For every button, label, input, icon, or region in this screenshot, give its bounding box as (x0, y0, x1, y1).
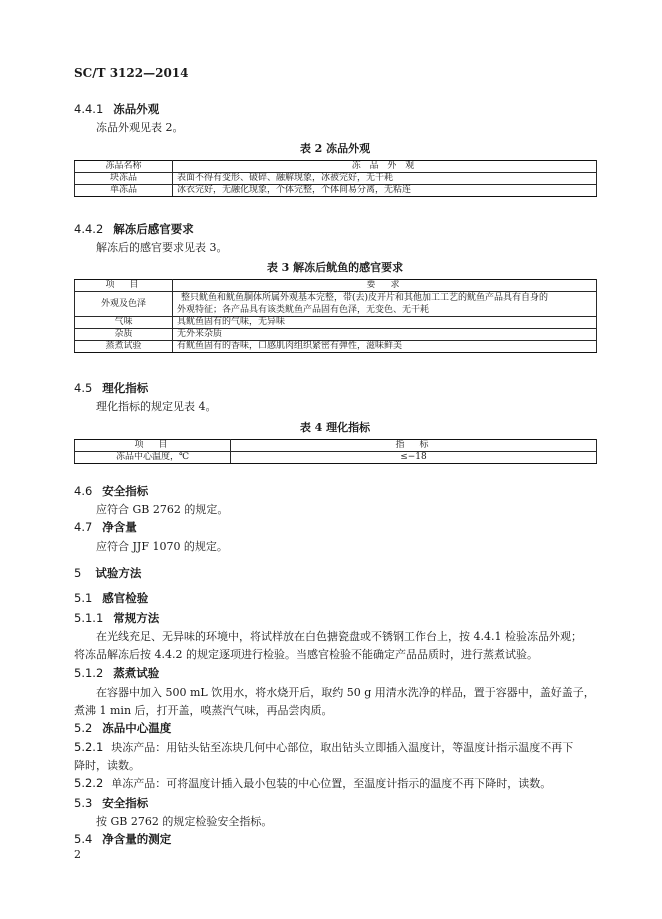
section-text: 块冻产品：用钻头钻至冻块几何中心部位，取出钻头立即插入温度计，等温度计指示温度不再下 (111, 741, 574, 754)
section-title: 蒸煮试验 (113, 666, 160, 680)
table-header-cell: 项 目 (75, 280, 173, 292)
section-4-4-2-heading (74, 221, 194, 237)
section-title: 解冻后感官要求 (113, 222, 194, 236)
section-title: 感官检验 (102, 591, 149, 605)
table-cell: 气味 (75, 317, 173, 329)
table-cell: 表面不得有变形、破碎、融解现象，冰被完好，无干耗 (173, 173, 597, 185)
section-number: 5.1.1 (74, 611, 104, 625)
section-4-4-1-text: 冻品外观见表 2。 (96, 121, 184, 134)
table-row (75, 341, 597, 353)
section-4-5-heading (74, 380, 148, 396)
table-cell: ≤−18 (231, 452, 597, 464)
section-number: 5.3 (74, 796, 93, 810)
table-header-cell: 指 标 (231, 440, 597, 452)
table-cell: 具鱿鱼固有的气味，无异味 (173, 317, 597, 329)
table-row (75, 329, 597, 341)
section-5-heading (74, 565, 141, 581)
section-5-1-1-heading (74, 610, 159, 626)
section-number: 5.1.2 (74, 666, 104, 680)
table-row (75, 185, 597, 197)
section-5-2-1-line (74, 739, 573, 755)
section-4-4-2-text: 解冻后的感官要求见表 3。 (96, 241, 228, 254)
table-cell: 有鱿鱼固有的香味，口感肌肉组织紧密有弹性，滋味鲜美 (173, 341, 597, 353)
table-cell: 杂质 (75, 329, 173, 341)
section-number: 4.5 (74, 381, 93, 395)
table-cell (173, 292, 597, 317)
table-row (75, 452, 597, 464)
section-4-6-text: 应符合 GB 2762 的规定。 (96, 503, 229, 516)
document-header: SC/T 3122—2014 (74, 66, 189, 80)
section-5-1-2-heading (74, 665, 159, 681)
section-title: 冻品中心温度 (102, 721, 172, 735)
table-4-caption: 表 4 理化指标 (299, 421, 371, 434)
section-5-2-heading (74, 720, 171, 736)
section-number: 4.4.2 (74, 222, 104, 236)
section-5-3-text: 按 GB 2762 的规定检验安全指标。 (96, 815, 273, 828)
section-4-7-text: 应符合 JJF 1070 的规定。 (96, 540, 228, 553)
table-cell-line: 整只鱿鱼和鱿鱼胴体所属外观基本完整，带(去)皮开片和其他加工工艺的鱿鱼产品具有自身的 (181, 293, 549, 303)
section-4-7-heading (74, 519, 137, 535)
table-cell: 冰衣完好，无融化现象，个体完整，个体间易分离，无粘连 (173, 185, 597, 197)
section-5-2-2-line (74, 775, 551, 791)
table-row (75, 317, 597, 329)
section-5-4-heading (74, 831, 171, 847)
section-title: 净含量 (102, 520, 137, 534)
table-cell: 蒸煮试验 (75, 341, 173, 353)
section-title: 常规方法 (113, 611, 160, 625)
section-5-2-1-line: 降时，读数。 (74, 759, 140, 772)
section-5-1-1-line: 在光线充足、无异味的环境中，将试样放在白色搪瓷盘或不锈钢工作台上，按 4.4.1 检验冻品外观； (96, 630, 582, 643)
section-number: 5.4 (74, 832, 93, 846)
section-title: 试验方法 (95, 566, 142, 580)
table-row (75, 292, 597, 317)
table-header-cell: 冻 品 外 观 (173, 161, 597, 173)
section-number: 5.2.1 (74, 740, 104, 754)
section-text: 单冻产品：可将温度计插入最小包装的中心位置，至温度计指示的温度不再下降时，读数。 (111, 777, 552, 790)
table-cell: 块冻品 (75, 173, 173, 185)
section-5-1-1-line: 将冻品解冻后按 4.4.2 的规定逐项进行检验。当感官检验不能确定产品品质时，进行蒸煮试验。 (74, 648, 538, 661)
section-title: 理化指标 (102, 381, 149, 395)
section-number: 5 (74, 566, 82, 580)
table-header-cell: 项 目 (75, 440, 231, 452)
section-number: 5.1 (74, 591, 93, 605)
table-cell: 冻品中心温度，℃ (75, 452, 231, 464)
table-header-row (75, 280, 597, 292)
table-cell: 无外来杂质 (173, 329, 597, 341)
page-number: 2 (74, 848, 81, 861)
section-number: 4.7 (74, 520, 93, 534)
table-cell-line: 外观特征；各产品具有该类鱿鱼产品固有色泽，无变色、无干耗 (177, 305, 430, 315)
table-2 (74, 160, 597, 197)
section-5-3-heading (74, 795, 148, 811)
section-4-4-1-heading (74, 101, 159, 117)
section-title: 安全指标 (102, 796, 149, 810)
table-header-row (75, 161, 597, 173)
section-5-1-heading (74, 590, 148, 606)
table-header-cell: 要 求 (173, 280, 597, 292)
section-5-1-2-line: 煮沸 1 min 后，打开盖，嗅蒸汽气味，再品尝肉质。 (74, 704, 333, 717)
table-cell: 外观及色泽 (75, 292, 173, 317)
section-title: 安全指标 (102, 484, 149, 498)
section-4-5-text: 理化指标的规定见表 4。 (96, 400, 217, 413)
section-number: 5.2 (74, 721, 93, 735)
table-3 (74, 279, 597, 353)
table-4 (74, 439, 597, 464)
section-number: 4.4.1 (74, 102, 104, 116)
table-cell: 单冻品 (75, 185, 173, 197)
table-2-caption: 表 2 冻品外观 (299, 142, 371, 155)
section-title: 冻品外观 (113, 102, 160, 116)
table-row (75, 173, 597, 185)
table-header-row (75, 440, 597, 452)
section-number: 4.6 (74, 484, 93, 498)
table-3-caption: 表 3 解冻后鱿鱼的感官要求 (266, 261, 404, 274)
section-5-1-2-line: 在容器中加入 500 mL 饮用水，将水烧开后，取约 50 g 用清水洗净的样品，置于容器中，盖好盖子， (96, 686, 595, 699)
table-header-cell: 冻品名称 (75, 161, 173, 173)
section-title: 净含量的测定 (102, 832, 172, 846)
section-number: 5.2.2 (74, 776, 104, 790)
section-4-6-heading (74, 483, 148, 499)
